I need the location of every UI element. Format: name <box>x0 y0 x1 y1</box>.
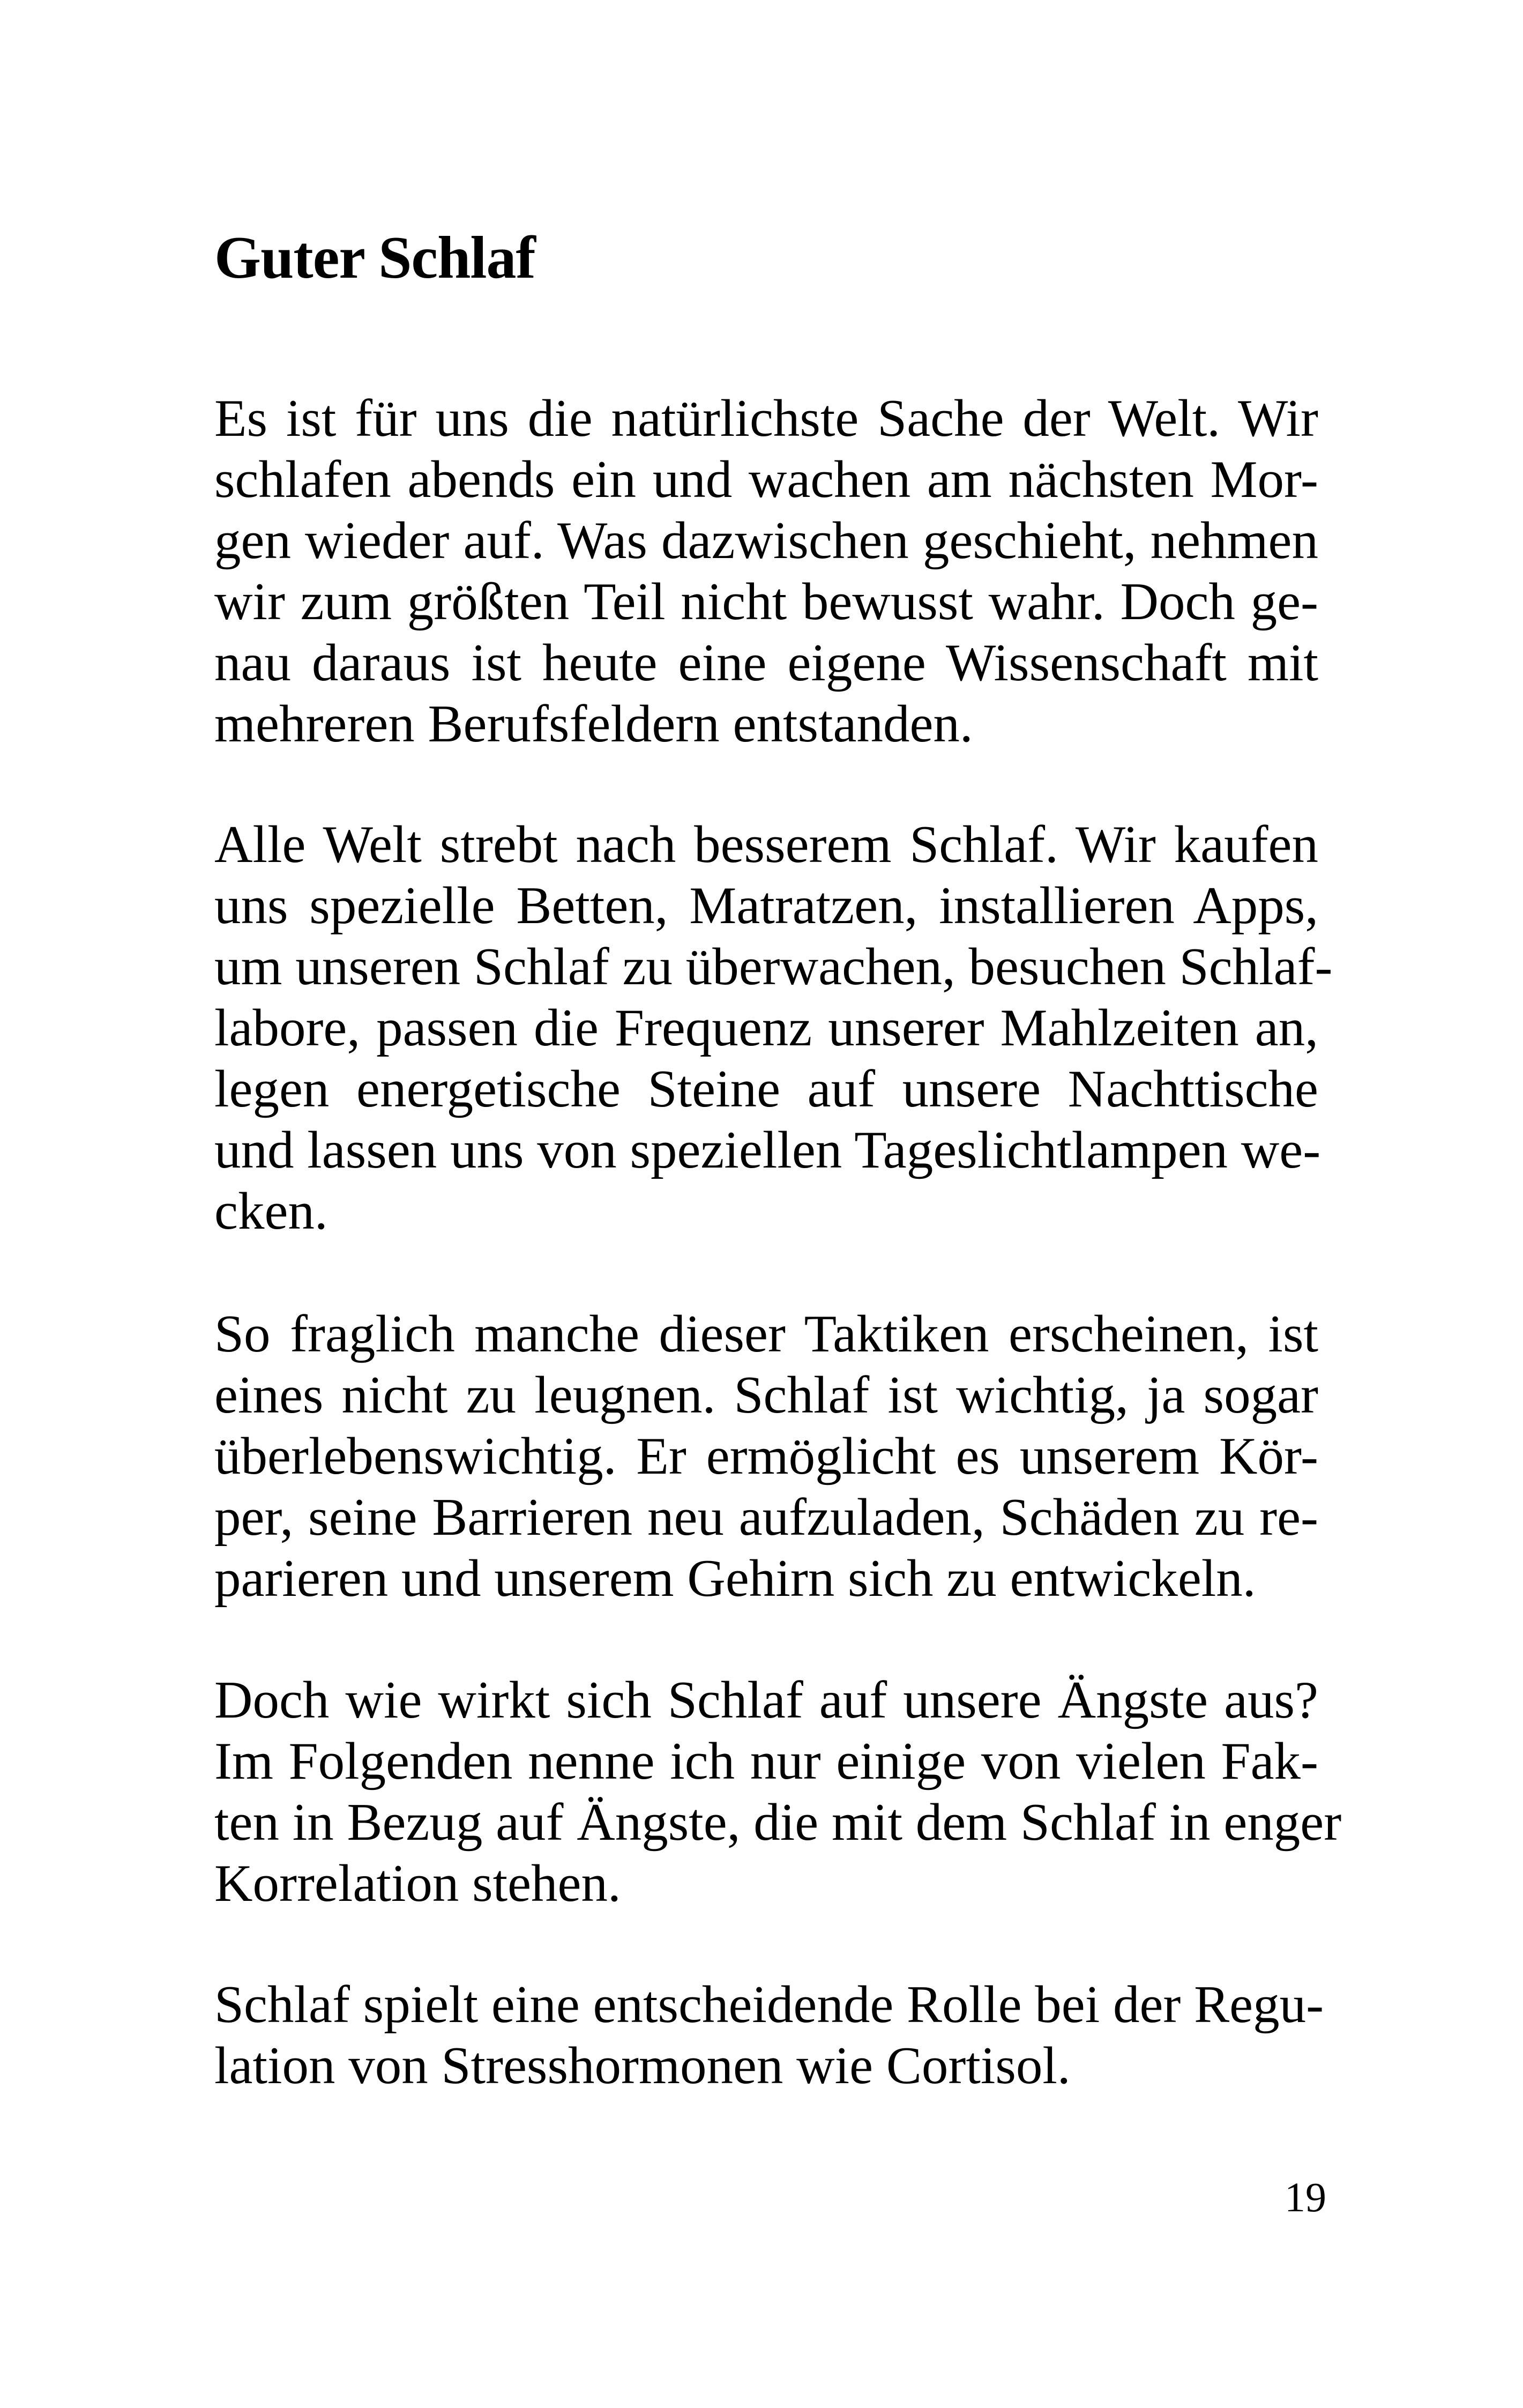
text-line: überlebenswichtig. Er ermöglicht es unserem Kör- <box>214 1427 1318 1485</box>
text-line: Schlaf spielt eine entscheidende Rolle bei der Regu- <box>214 1975 1324 2034</box>
text-line: per, seine Barrieren neu aufzuladen, Schäden zu re- <box>214 1488 1318 1547</box>
text-line: um unseren Schlaf zu überwachen, besuchen Schlaf- <box>214 938 1333 996</box>
text-line: und lassen uns von speziellen Tageslichtlampen we- <box>214 1121 1321 1179</box>
page-number: 19 <box>1285 2174 1326 2220</box>
text-line: Korrelation stehen. <box>214 1854 621 1913</box>
paragraph-1 <box>214 388 1318 755</box>
paragraph-5 <box>214 1974 1324 2097</box>
text-line: ten in Bezug auf Ängste, die mit dem Schlaf in enger <box>214 1793 1342 1852</box>
text-line: wir zum größten Teil nicht bewusst wahr. Doch ge- <box>214 573 1318 631</box>
text-line: uns spezielle Betten, Matratzen, installieren Apps, <box>214 876 1318 935</box>
text-line: Doch wie wirkt sich Schlaf auf unsere Ängste aus? <box>214 1671 1318 1729</box>
text-line: gen wieder auf. Was dazwischen geschieht, nehmen <box>214 511 1318 570</box>
text-line: legen energetische Steine auf unsere Nachttische <box>214 1060 1318 1118</box>
paragraph-3 <box>214 1304 1318 1609</box>
text-line: Alle Welt strebt nach besserem Schlaf. Wir kaufen <box>214 815 1318 874</box>
text-line: lation von Stresshormonen wie Cortisol. <box>214 2037 1071 2095</box>
text-line: eines nicht zu leugnen. Schlaf ist wichtig, ja sogar <box>214 1366 1318 1424</box>
text-line: mehreren Berufsfeldern entstanden. <box>214 695 973 753</box>
chapter-heading: Guter Schlaf <box>214 225 535 291</box>
paragraph-4 <box>214 1670 1342 1914</box>
paragraph-2 <box>214 814 1333 1242</box>
text-line: Es ist für uns die natürlichste Sache der Welt. Wir <box>214 389 1318 448</box>
text-line: cken. <box>214 1182 328 1240</box>
text-line: nau daraus ist heute eine eigene Wissenschaft mit <box>214 634 1318 692</box>
text-line: schlafen abends ein und wachen am nächsten Mor- <box>214 450 1318 509</box>
text-line: So fraglich manche dieser Taktiken erscheinen, ist <box>214 1305 1318 1363</box>
text-line: parieren und unserem Gehirn sich zu entwickeln. <box>214 1549 1256 1608</box>
text-line: labore, passen die Frequenz unserer Mahlzeiten an, <box>214 999 1318 1057</box>
text-line: Im Folgenden nenne ich nur einige von vielen Fak- <box>214 1732 1318 1790</box>
